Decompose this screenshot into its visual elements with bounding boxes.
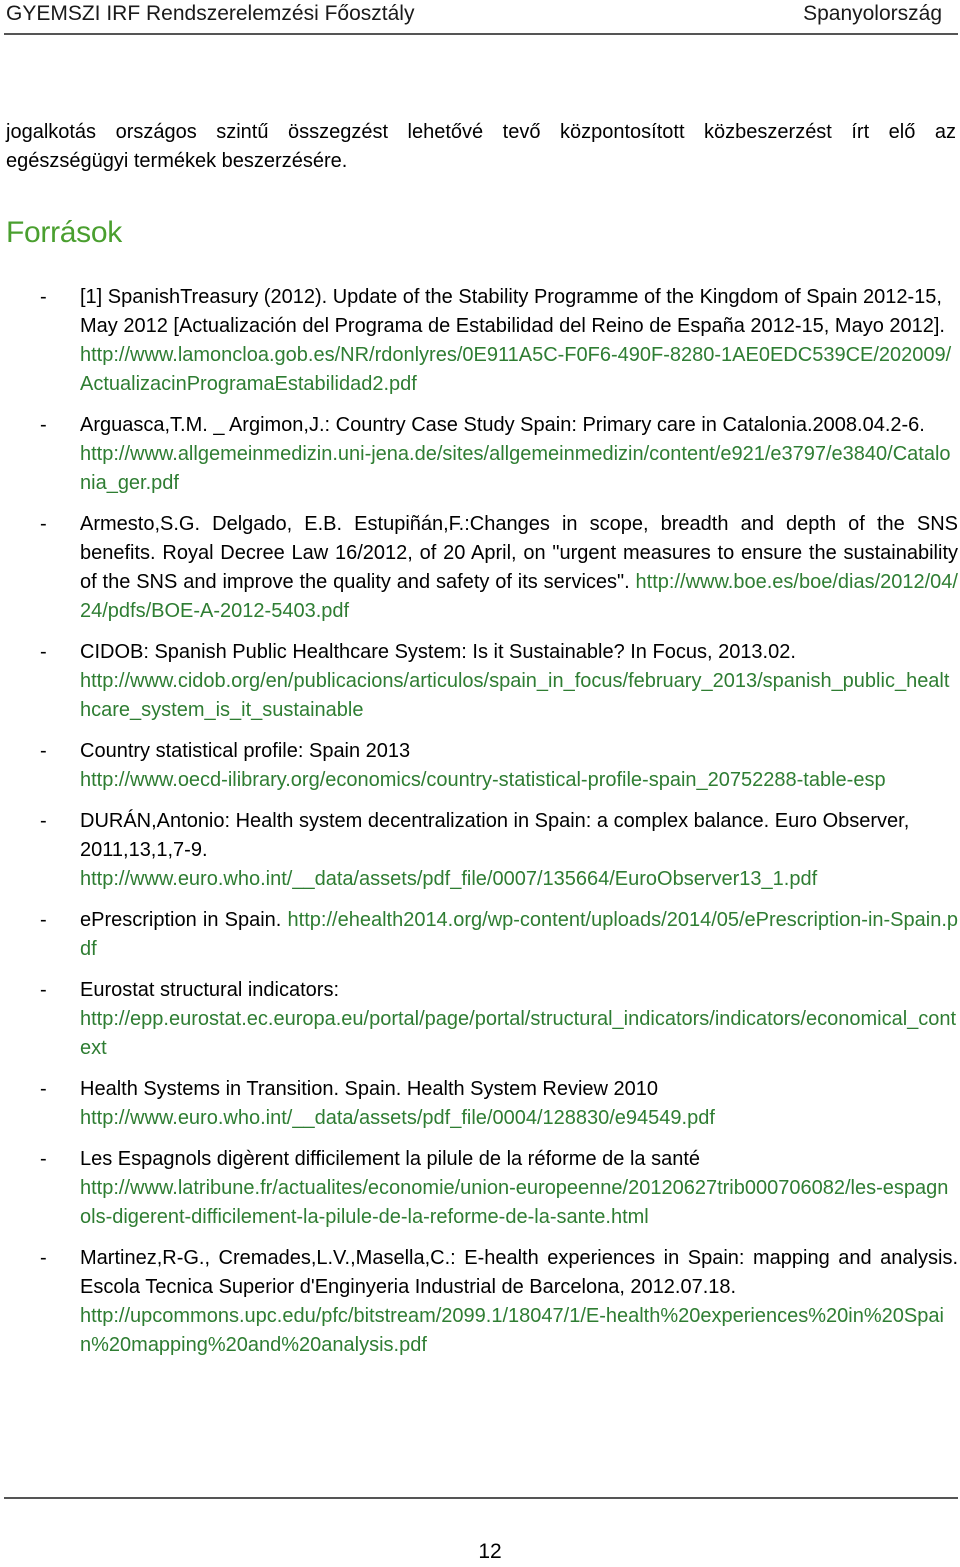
list-dash: -	[40, 513, 47, 535]
sources-heading: Források	[6, 216, 122, 249]
list-dash: -	[40, 740, 47, 762]
header-country: Spanyolország	[803, 2, 942, 25]
reference-text: Les Espagnols digèrent difficilement la pilule de la réforme de la santé	[80, 1148, 700, 1170]
reference-link[interactable]: http://www.euro.who.int/__data/assets/pdf_file/0004/128830/e94549.pdf	[80, 1107, 715, 1129]
reference-item	[6, 906, 958, 964]
intro-paragraph	[6, 118, 956, 176]
list-dash: -	[40, 641, 47, 663]
list-dash: -	[40, 414, 47, 436]
reference-item	[6, 283, 958, 399]
reference-list	[6, 283, 958, 1372]
reference-item	[6, 1244, 958, 1360]
reference-link[interactable]: http://www.allgemeinmedizin.uni-jena.de/sites/allgemeinmedizin/content/e921/e3797/e3840/Catalonia_ger.pdf	[80, 443, 951, 494]
reference-text: [1] SpanishTreasury (2012). Update of the Stability Programme of the Kingdom of Spain 2012-15, May 2012 [Actualización del Programa de Estabilidad del Reino de España 2012-15, Mayo 2012].	[80, 286, 945, 337]
reference-link[interactable]: http://epp.eurostat.ec.europa.eu/portal/page/portal/structural_indicators/indicators/economical_context	[80, 1008, 957, 1059]
reference-link[interactable]: http://www.euro.who.int/__data/assets/pdf_file/0007/135664/EuroObserver13_1.pdf	[80, 868, 818, 890]
reference-link[interactable]: http://www.boe.es/boe/dias/2012/04/24/pdfs/BOE-A-2012-5403.pdf	[80, 571, 958, 622]
reference-text: Country statistical profile: Spain 2013	[80, 740, 411, 762]
list-dash: -	[40, 1247, 47, 1269]
reference-item	[6, 737, 958, 795]
reference-item	[6, 1145, 958, 1232]
reference-text: Health Systems in Transition. Spain. Health System Review 2010	[80, 1078, 659, 1100]
list-dash: -	[40, 810, 47, 832]
reference-link[interactable]: http://www.lamoncloa.gob.es/NR/rdonlyres/0E911A5C-F0F6-490F-8280-1AE0EDC539CE/202009/ActualizacinProgramaEstabilidad2.pdf	[80, 344, 952, 395]
reference-text: ePrescription in Spain.	[80, 909, 282, 931]
reference-item	[6, 638, 958, 725]
reference-link[interactable]: http://upcommons.upc.edu/pfc/bitstream/2099.1/18047/1/E-health%20experiences%20in%20Spain%20mapping%20and%20analysis.pdf	[80, 1305, 944, 1356]
reference-item	[6, 976, 958, 1063]
reference-item	[6, 510, 958, 626]
reference-link[interactable]: http://www.latribune.fr/actualites/economie/union-europeenne/20120627trib000706082/les-espagnols-digerent-difficilement-la-pilule-de-la-reforme-de-la-sante.html	[80, 1177, 949, 1228]
reference-text: Armesto,S.G. Delgado, E.B. Estupiñán,F.:Changes in scope, breadth and depth of the SNS benefits. Royal Decree Law 16/2012, of 20 April, on "urgent measures to ensure the sustainability of the SNS and improve the quality and safety of its services".	[80, 513, 958, 593]
list-dash: -	[40, 286, 47, 308]
footer-divider	[4, 1497, 958, 1499]
list-dash: -	[40, 1148, 47, 1170]
reference-link[interactable]: http://www.cidob.org/en/publicacions/articulos/spain_in_focus/february_2013/spanish_public_healthcare_system_is_it_sustainable	[80, 670, 950, 721]
page-number: 12	[478, 1540, 502, 1563]
header-org: GYEMSZI IRF Rendszerelemzési Főosztály	[6, 2, 415, 25]
list-dash: -	[40, 909, 47, 931]
reference-text: DURÁN,Antonio: Health system decentralization in Spain: a complex balance. Euro Observer, 2011,13,1,7-9.	[80, 810, 910, 861]
reference-text: Eurostat structural indicators:	[80, 979, 339, 1001]
reference-item	[6, 1075, 958, 1133]
reference-text: CIDOB: Spanish Public Healthcare System: Is it Sustainable? In Focus, 2013.02.	[80, 641, 796, 663]
list-dash: -	[40, 1078, 47, 1100]
reference-text: Martinez,R-G., Cremades,L.V.,Masella,C.: E-health experiences in Spain: mapping and analysis. Escola Tecnica Superior d'Enginyeria Industrial de Barcelona, 2012.07.18.	[80, 1247, 958, 1298]
reference-item	[6, 411, 958, 498]
reference-item	[6, 807, 958, 894]
reference-link[interactable]: http://www.oecd-ilibrary.org/economics/country-statistical-profile-spain_20752288-table-esp	[80, 769, 886, 791]
list-dash: -	[40, 979, 47, 1001]
page-header	[0, 0, 960, 30]
header-divider	[4, 33, 958, 35]
intro-line-1: jogalkotás országos szintű összegzést lehetővé tevő központosított közbeszerzést írt elő az	[6, 121, 956, 143]
reference-link[interactable]: http://ehealth2014.org/wp-content/uploads/2014/05/ePrescription-in-Spain.pdf	[80, 909, 958, 960]
reference-text: Arguasca,T.M. _ Argimon,J.: Country Case Study Spain: Primary care in Catalonia.2008.04.2-6.	[80, 414, 925, 436]
intro-line-2: egészségügyi termékek beszerzésére.	[6, 150, 348, 172]
